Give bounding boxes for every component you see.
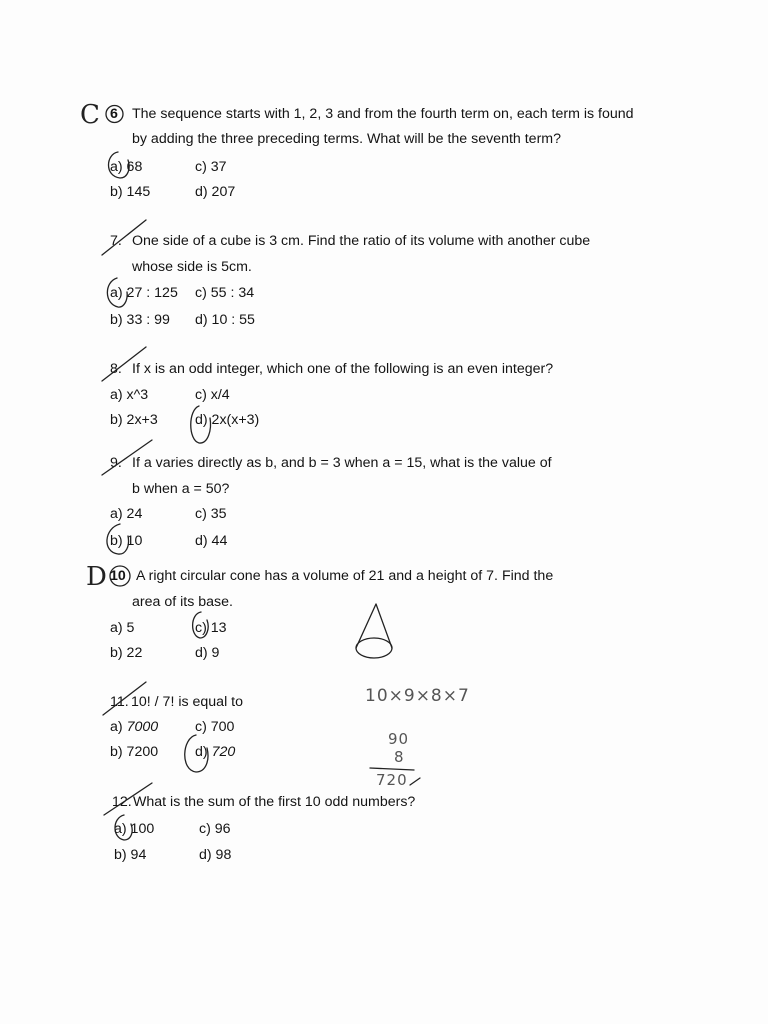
q12-option-c: c) 96 <box>199 821 231 837</box>
cone-sides <box>356 604 392 648</box>
handwritten-work-product: 10×9×8×7 <box>365 686 470 706</box>
question-number-9: 9. <box>110 455 122 471</box>
q11-option-a <box>110 719 158 735</box>
handwritten-work-8: 8 <box>394 748 405 766</box>
q8-option-c: c) x/4 <box>195 387 230 403</box>
q11-option-b: b) 7200 <box>110 744 159 760</box>
question-10-text-line2: area of its base. <box>132 594 233 610</box>
question-number-6: 6 <box>110 106 118 122</box>
q6-option-b: b) 145 <box>110 184 151 200</box>
q7-option-c: c) 55 : 34 <box>195 285 255 301</box>
grade-mark-q6: C <box>80 100 100 130</box>
q7-option-d: d) 10 : 55 <box>195 312 255 328</box>
question-6-text-line1: The sequence starts with 1, 2, 3 and from the fourth term on, each term is found <box>132 106 634 122</box>
handwritten-check-tick <box>410 778 420 785</box>
q12-option-d: d) 98 <box>199 847 232 863</box>
q11-option-a-prefix: a) <box>110 719 123 735</box>
question-7-text-line1: One side of a cube is 3 cm. Find the ratio of its volume with another cube <box>132 233 591 249</box>
q11-option-c: c) 700 <box>195 719 235 735</box>
question-6-text-line2: by adding the three preceding terms. What will be the seventh term? <box>132 131 562 147</box>
q9-option-a: a) 24 <box>110 506 143 522</box>
cone-base <box>356 638 392 658</box>
q11-option-d-value: 720 <box>211 744 236 760</box>
q11-option-d <box>195 744 235 760</box>
q12-option-b: b) 94 <box>114 847 147 863</box>
q11-option-d-prefix: d) <box>195 744 208 760</box>
question-number-8: 8. <box>110 361 122 377</box>
q10-option-a: a) 5 <box>110 620 135 636</box>
q10-option-b: b) 22 <box>110 645 143 661</box>
grade-mark-q10: D <box>86 562 107 592</box>
handwritten-underline <box>370 768 414 770</box>
q10-option-d: d) 9 <box>195 645 220 661</box>
q10-option-c: c) 13 <box>195 620 227 636</box>
q9-option-b: b) 10 <box>110 533 143 549</box>
q6-option-c: c) 37 <box>195 159 227 175</box>
q6-option-d: d) 207 <box>195 184 236 200</box>
question-10-text-line1: A right circular cone has a volume of 21 and a height of 7. Find the <box>136 568 554 584</box>
q7-option-b: b) 33 : 99 <box>110 312 170 328</box>
q8-option-d: d) 2x(x+3) <box>195 412 260 428</box>
question-number-10: 10 <box>110 568 126 584</box>
question-number-11: 11. <box>110 694 129 710</box>
question-7-text-line2: whose side is 5cm. <box>132 259 252 275</box>
q6-option-a: a) 68 <box>110 159 143 175</box>
handwritten-work-720: 720 <box>376 771 408 789</box>
q9-option-c: c) 35 <box>195 506 227 522</box>
question-8-text-line1: If x is an odd integer, which one of the following is an even integer? <box>132 361 554 377</box>
q7-option-a: a) 27 : 125 <box>110 285 178 301</box>
question-12-text-line1: What is the sum of the first 10 odd numbers? <box>133 794 416 810</box>
q11-option-a-value: 7000 <box>126 719 159 735</box>
q8-option-b: b) 2x+3 <box>110 412 158 428</box>
q8-option-a: a) x^3 <box>110 387 149 403</box>
question-number-7: 7. <box>110 233 122 249</box>
handwritten-work-90: 90 <box>388 730 410 748</box>
question-9-text-line1: If a varies directly as b, and b = 3 when a = 15, what is the value of <box>132 455 552 471</box>
question-9-text-line2: b when a = 50? <box>132 481 230 497</box>
question-number-12: 12. <box>112 794 132 810</box>
question-11-text-line1: 10! / 7! is equal to <box>131 694 243 710</box>
q12-option-a: a) 100 <box>114 821 155 837</box>
q9-option-d: d) 44 <box>195 533 228 549</box>
